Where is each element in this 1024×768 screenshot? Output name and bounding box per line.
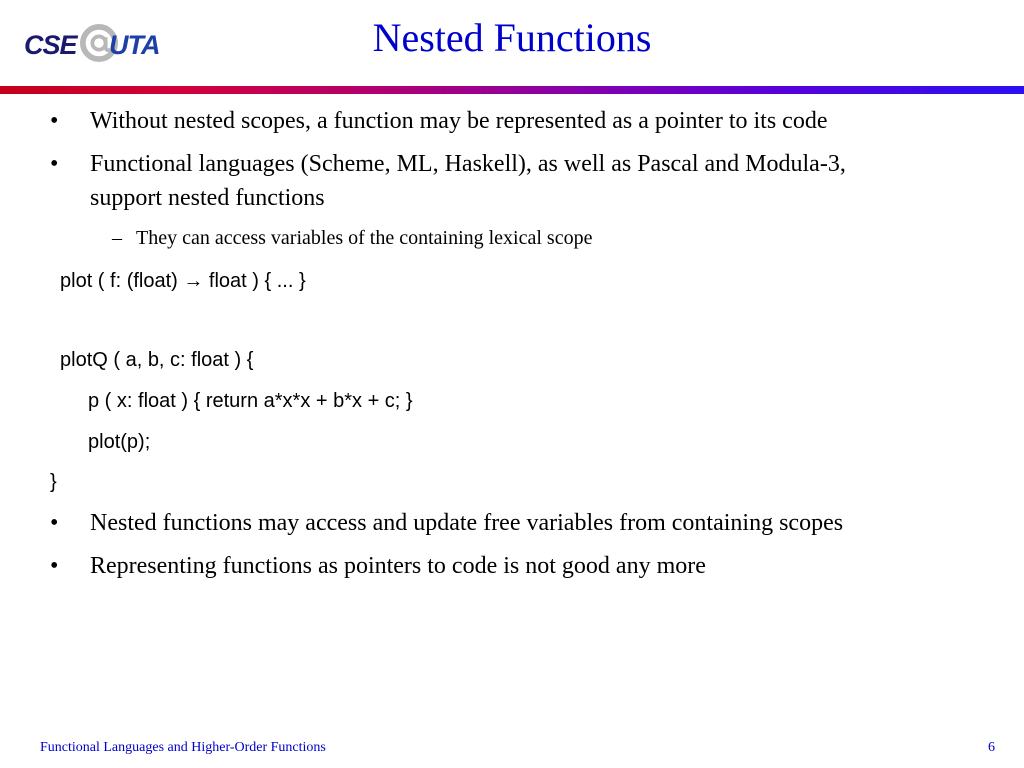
code-text: plot ( f: (float) (60, 270, 184, 292)
page-number: 6 (988, 740, 995, 755)
bullet-text: Without nested scopes, a function may be represented as a pointer to its code (90, 108, 828, 134)
bullet-text-line-2: support nested functions (90, 185, 325, 211)
code-line-p: p ( x: float ) { return a*x*x + b*x + c; } (88, 390, 413, 412)
bullet-marker: • (50, 553, 59, 579)
bullet-marker: • (50, 108, 59, 134)
code-line-plotq: plotQ ( a, b, c: float ) { (60, 349, 254, 371)
bullet-text-line-1: Functional languages (Scheme, ML, Haskell), as well as Pascal and Modula-3, (90, 151, 846, 177)
logo-uta-text: UTA (109, 30, 160, 60)
sub-bullet-text: They can access variables of the containing lexical scope (136, 227, 593, 249)
slide-title: Nested Functions (372, 15, 652, 60)
arrow-icon: → (183, 270, 204, 292)
code-text: float ) { ... } (203, 270, 306, 292)
code-line-plot (60, 268, 306, 294)
header-divider (0, 86, 1024, 94)
sub-bullet-marker: – (112, 227, 122, 249)
bullet-text: Representing functions as pointers to code is not good any more (90, 553, 706, 579)
bullet-text: Nested functions may access and update free variables from containing scopes (90, 510, 844, 536)
footer-course-title: Functional Languages and Higher-Order Functions (40, 740, 326, 755)
bullet-marker: • (50, 151, 59, 177)
bullet-marker: • (50, 510, 59, 536)
code-line-close-brace: } (50, 471, 57, 493)
logo-cse-text: CSE (24, 30, 77, 60)
code-line-plot-call: plot(p); (88, 431, 151, 453)
